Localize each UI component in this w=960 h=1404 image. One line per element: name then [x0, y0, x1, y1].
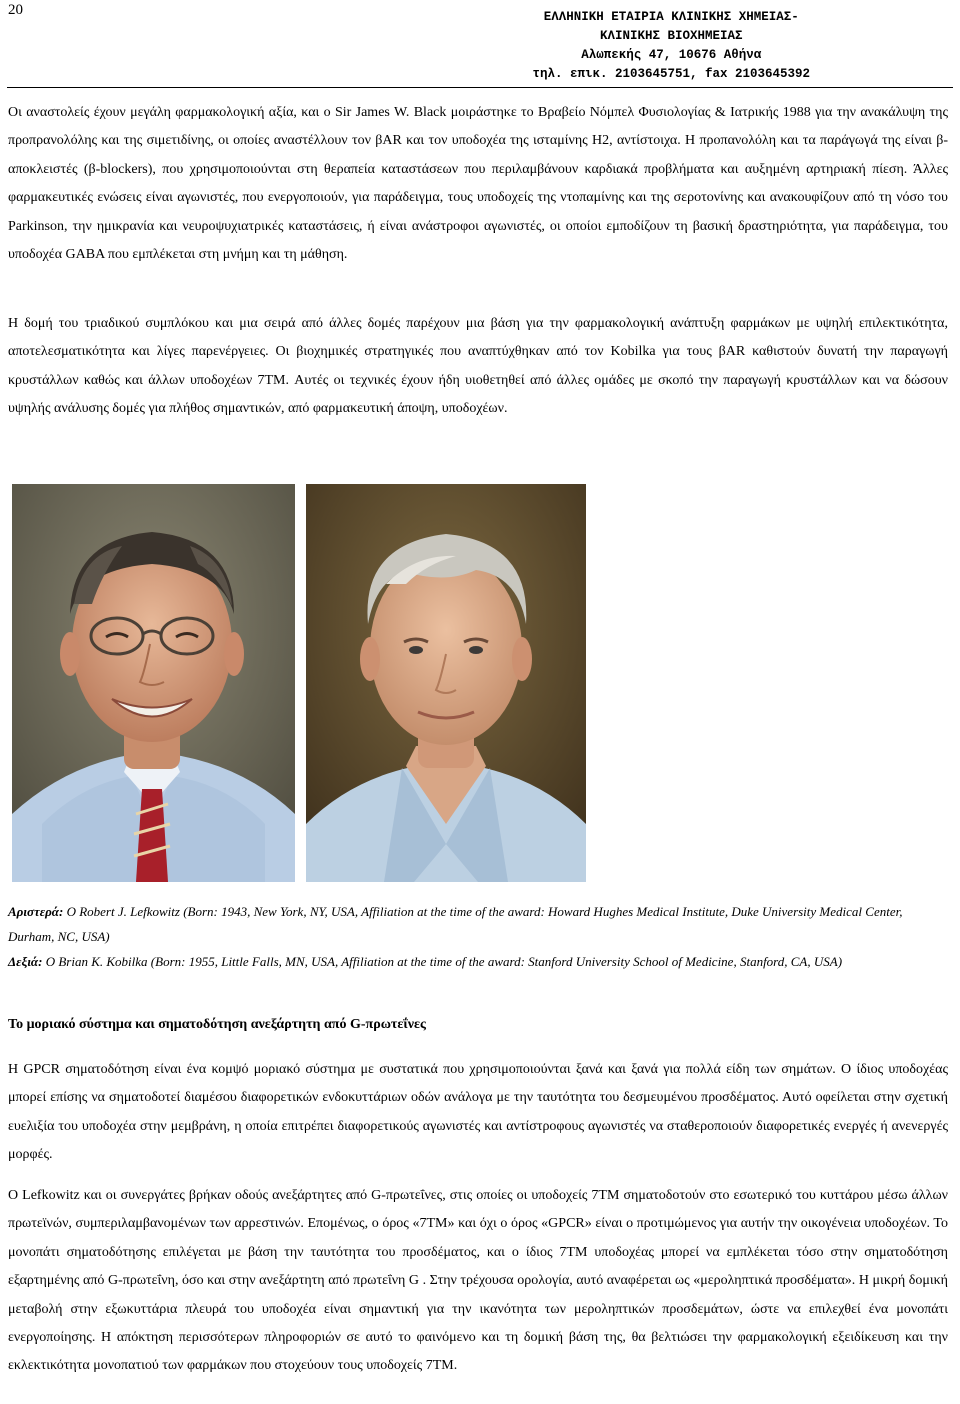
caption-right-label: Δεξιά:	[8, 954, 43, 969]
caption-left-text: O Robert J. Lefkowitz (Born: 1943, New York, NY, USA, Affiliation at the time of the award: Howard Hughes Medical Institute, Duke University Medical Center, Durham, NC, USA)	[8, 904, 903, 944]
section-heading: Το μοριακό σύστημα και σηματοδότηση ανεξάρτητη από G-πρωτεΐνες	[8, 1017, 426, 1032]
paragraph-antagonists: Οι αναστολείς έχουν μεγάλη φαρμακολογική αξία, και ο Sir James W. Black μοιράστηκε το Βραβείο Νόμπελ Φυσιολογίας & Ιατρικής 1988 για την ανακάλυψη της προπρανολόλης και της σιμετιδίνης, οι οποίες αναστέλλουν τον βAR και τον υποδοχέα της ισταμίνης H2, αντίστοιχα. Η προπανολόλη και τα παράγωγά της είναι β-αποκλειστές (β-blockers), που χρησιμοποιούνται στη θεραπεία καταστάσεων που περιλαμβάνουν καρδιακά προβλήματα και αυξημένη αρτηριακή πίεση. Άλλες φαρμακευτικές ενώσεις είναι αγωνιστές, που ενεργοποιούν, για παράδειγμα, τους υποδοχείς της ντοπαμίνης και της σεροτονίνης και ανακουφίζουν από τη νόσο του Parkinson, την ημικρανία και νευροψυχιατρικές καταστάσεις, ή είναι ανάστροφοι αγωνιστές, οι οποίοι εμποδίζουν τη βασική δραστηριότητα, για παράδειγμα, του υποδοχέα GABA που εμπλέκεται στη μνήμη και τη μάθηση.	[8, 105, 948, 263]
photo-lefkowitz	[12, 484, 295, 882]
header-divider	[7, 87, 953, 88]
paragraph-gpcr-signaling: Η GPCR σηματοδότηση είναι ένα κομψό μοριακό σύστημα με συστατικά που χρησιμοποιούνται ξανά και ξανά για πολλά είδη των σημάτων. Ο ίδιος υποδοχέας μπορεί επίσης να σηματοδοτεί διαμέσου διαφορετικών ενδοκυττάριων οδών ανάλογα με την ταυτότητα του δεσμευμένου προσδέματος. Αυτό οφείλεται στην σχετική ευελιξία του υποδοχέα στην μεμβράνη, η οποία επιτρέπει διαφορετικούς αγωνιστές και αντίστροφους αγωνιστές να σταθεροποιούν διαφορετικές ενεργές ή ανενεργές μορφές.	[8, 1062, 948, 1163]
letterhead	[532, 8, 810, 84]
letterhead-org-line1: ΕΛΛΗΝΙΚΗ ΕΤΑΙΡΙΑ ΚΛΙΝΙΚΗΣ ΧΗΜΕΙΑΣ-	[543, 10, 799, 24]
letterhead-org-line2: ΚΛΙΝΙΚΗΣ ΒΙΟΧΗΜΕΙΑΣ	[599, 29, 743, 43]
laureate-photos	[12, 484, 586, 882]
letterhead-contact: τηλ. επικ. 2103645751, fax 2103645392	[532, 67, 810, 81]
caption-left-photo	[8, 899, 948, 949]
caption-right-photo	[8, 949, 948, 974]
caption-left-label: Αριστερά:	[8, 904, 64, 919]
paragraph-biased-ligands: Ο Lefkowitz και οι συνεργάτες βρήκαν οδούς ανεξάρτητες από G-πρωτεΐνες, στις οποίες οι υποδοχείς 7TM σηματοδοτούν στο εσωτερικό του κυττάρου μέσω άλλων πρωτεϊνών, συμπεριλαμβανομένων των αρρεστινών. Επομένως, ο όρος «7TM» και όχι ο όρος «GPCR» είναι ο προτιμώμενος για αυτήν την οικογένεια υποδοχέων. Το μονοπάτι σηματοδότησης επιλέγεται με βάση την ταυτότητα του προσδέματος, και ο ίδιος 7TM υποδοχέας μπορεί να εμπλέκεται τόσο στην σηματοδότηση εξαρτημένης από G-πρωτεΐνη, όσο και στην ανεξάρτητη από πρωτεΐνη G . Στην τρέχουσα ορολογία, αυτό αναφέρεται ως «μεροληπτικά προσδέματα». Η μικρή δομική μεταβολή στην εξωκυττάρια πλευρά του υποδοχέα είναι σημαντική για την ικανότητα των μεροληπτικών προσδεμάτων, ώστε να επιλεχθεί ένα μονοπάτι ενεργοποίησης. Η απόκτηση περισσότερων πληροφοριών σε αυτό το φαινόμενο και τη δομική βάση της, θα βελτιώσει την φαρμακολογική εξειδίκευση και την εκλεκτικότητα μονοπατιού των φαρμάκων που στοχεύουν τους υποδοχείς 7TM.	[8, 1188, 948, 1374]
caption-right-text: O Brian K. Kobilka (Born: 1955, Little Falls, MN, USA, Affiliation at the time of the award: Stanford University School of Medicine, Stanford, CA, USA)	[42, 954, 843, 969]
page-number: 20	[8, 2, 23, 18]
letterhead-address: Αλωπεκής 47, 10676 Αθήνα	[581, 48, 762, 62]
paragraph-structure: Η δομή του τριαδικού συμπλόκου και μια σειρά από άλλες δομές παρέχουν μια βάση για την φαρμακολογική ανάπτυξη φαρμάκων με υψηλή επιλεκτικότητα, αποτελεσματικότητα και λίγες παρενέργειες. Οι βιοχημικές στρατηγικές που αναπτύχθηκαν από τον Kobilka για τους βAR καθιστούν δυνατή την παραγωγή κρυστάλλων καθώς και άλλων υποδοχέων 7TM. Αυτές οι τεχνικές έχουν ήδη υιοθετηθεί από άλλες ομάδες με σκοπό την παραγωγή κρυστάλλων και να δώσουν υψηλής ανάλυσης δομές για πλήθος σημαντικών, από φαρμακευτική άποψη, υποδοχέων.	[8, 316, 948, 417]
photo-kobilka	[306, 484, 586, 882]
